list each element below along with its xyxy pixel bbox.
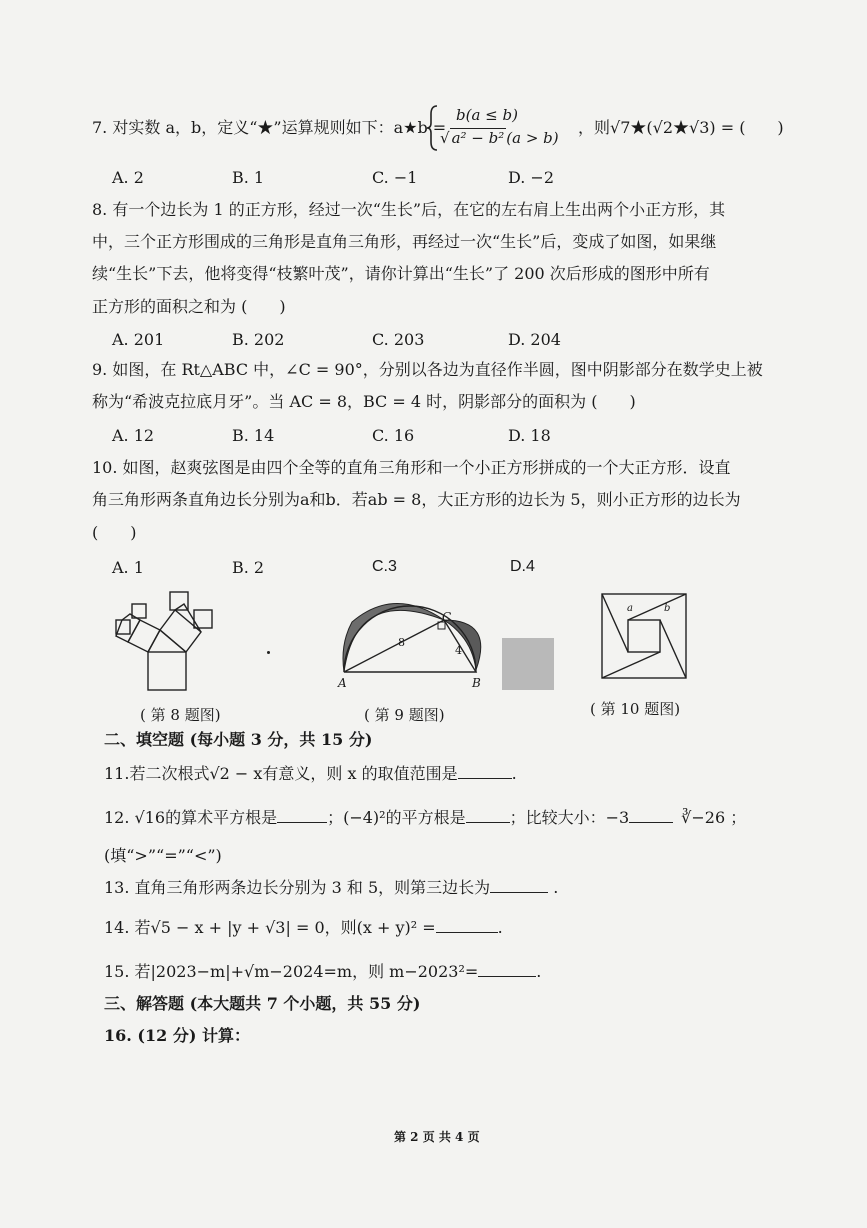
q15-blank xyxy=(478,962,536,977)
q14-text: 14. 若√5 − x + |y + √3| = 0，则(x + y)² = . xyxy=(104,918,503,937)
q9-option-b: B. 14 xyxy=(232,426,275,445)
q8-line1: 8. 有一个边长为 1 的正方形，经过一次“生长”后，在它的左右肩上生出两个小正方形，其 xyxy=(92,200,726,219)
q15-text: 15. 若|2023−m|+√m−2024=m，则 m−2023²= . xyxy=(104,962,542,981)
q8-line4: 正方形的面积之和为 ( ) xyxy=(92,297,286,316)
q7-option-c: C. −1 xyxy=(372,168,418,187)
figure-8-caption: ( 第 8 题图) xyxy=(140,706,221,724)
figure-10-label-a: a xyxy=(627,603,633,614)
figure-9-hippocrates-lune xyxy=(334,582,494,692)
figure-8-pythagoras-tree xyxy=(108,584,228,694)
figure-9-label-4: 4 xyxy=(455,644,462,657)
section-3-title: 三、解答题 (本大题共 7 个小题，共 55 分) xyxy=(104,994,421,1013)
q7-piecewise xyxy=(426,104,576,152)
q10-option-a: A. 1 xyxy=(112,558,144,577)
q8-option-d: D. 204 xyxy=(508,330,561,349)
gray-placeholder xyxy=(502,638,554,690)
q10-line3: ( ) xyxy=(92,523,137,542)
section-2-title: 二、填空题 (每小题 3 分，共 15 分) xyxy=(104,730,373,749)
q11-text: 11.若二次根式√2 − x有意义，则 x 的取值范围是 . xyxy=(104,764,517,783)
q7-option-d: D. −2 xyxy=(508,168,555,187)
q10-option-b: B. 2 xyxy=(232,558,265,577)
q12-blank-3 xyxy=(629,808,673,823)
figure-10-label-b: b xyxy=(664,603,671,614)
q9-line1: 9. 如图，在 Rt△ABC 中，∠C = 90°，分别以各边为直径作半圆，图中阴影部分在数学史上被 xyxy=(92,360,763,379)
q7-text: 7. 对实数 a，b，定义“★”运算规则如下：a★b = xyxy=(92,118,447,137)
q10-option-d: D.4 xyxy=(510,558,535,575)
q10-line2: 角三角形两条直角边长分别为a和b．若ab = 8，大正方形的边长为 5，则小正方形的边长为 xyxy=(92,490,741,509)
figure-9-label-c: C xyxy=(442,610,452,624)
q8-option-b: B. 202 xyxy=(232,330,285,349)
q12-blank-2 xyxy=(466,808,510,823)
q7-text-tail: ，则√7★(√2★√3) = ( ) xyxy=(578,118,784,137)
figure-9-caption: ( 第 9 题图) xyxy=(364,706,445,724)
figure-9-label-8: 8 xyxy=(398,636,405,649)
q10-line1: 10. 如图，赵爽弦图是由四个全等的直角三角形和一个小正方形拼成的一个大正方形．设直 xyxy=(92,458,731,477)
q8-line2: 中，三个正方形围成的三角形是直角三角形，再经过一次“生长”后，变成了如图，如果继 xyxy=(92,232,717,251)
q9-option-d: D. 18 xyxy=(508,426,551,445)
q7-case2: √ a² − b² (a > b) xyxy=(440,129,559,147)
q11-blank xyxy=(458,764,512,779)
figure-10-zhao-shuang-diagram xyxy=(598,590,690,682)
q14-blank xyxy=(436,918,498,933)
q12-text: 12. √16的算术平方根是 ；(−4)²的平方根是 ；比较大小：−3 ∛−26 ； xyxy=(104,808,747,827)
q12-note: (填“>”“=”“<”) xyxy=(104,846,222,865)
q9-line2: 称为“希波克拉底月牙”。当 AC = 8，BC = 4 时，阴影部分的面积为 ( ) xyxy=(92,392,636,411)
figure-9-label-a: A xyxy=(338,676,347,690)
q7-option-b: B. 1 xyxy=(232,168,265,187)
q7-option-a: A. 2 xyxy=(112,168,144,187)
brace-icon xyxy=(426,104,440,152)
figure-10-caption: ( 第 10 题图) xyxy=(590,700,681,718)
q16-text: 16. (12 分) 计算： xyxy=(104,1026,250,1045)
q13-text: 13. 直角三角形两条边长分别为 3 和 5，则第三边长为 . xyxy=(104,878,559,897)
q8-option-a: A. 201 xyxy=(112,330,165,349)
q10-option-c: C.3 xyxy=(372,558,397,575)
q13-blank xyxy=(490,878,548,893)
q9-option-a: A. 12 xyxy=(112,426,155,445)
figure-9-label-b: B xyxy=(472,676,481,690)
q8-option-c: C. 203 xyxy=(372,330,425,349)
dot-marker xyxy=(267,651,270,654)
q9-option-c: C. 16 xyxy=(372,426,415,445)
q12-blank-1 xyxy=(277,808,327,823)
q7-case1: b(a ≤ b) xyxy=(456,106,518,124)
page-number: 第 2 页 共 4 页 xyxy=(394,1130,480,1144)
q8-line3: 续“生长”下去，他将变得“枝繁叶茂”，请你计算出“生长”了 200 次后形成的图形中所有 xyxy=(92,264,710,283)
